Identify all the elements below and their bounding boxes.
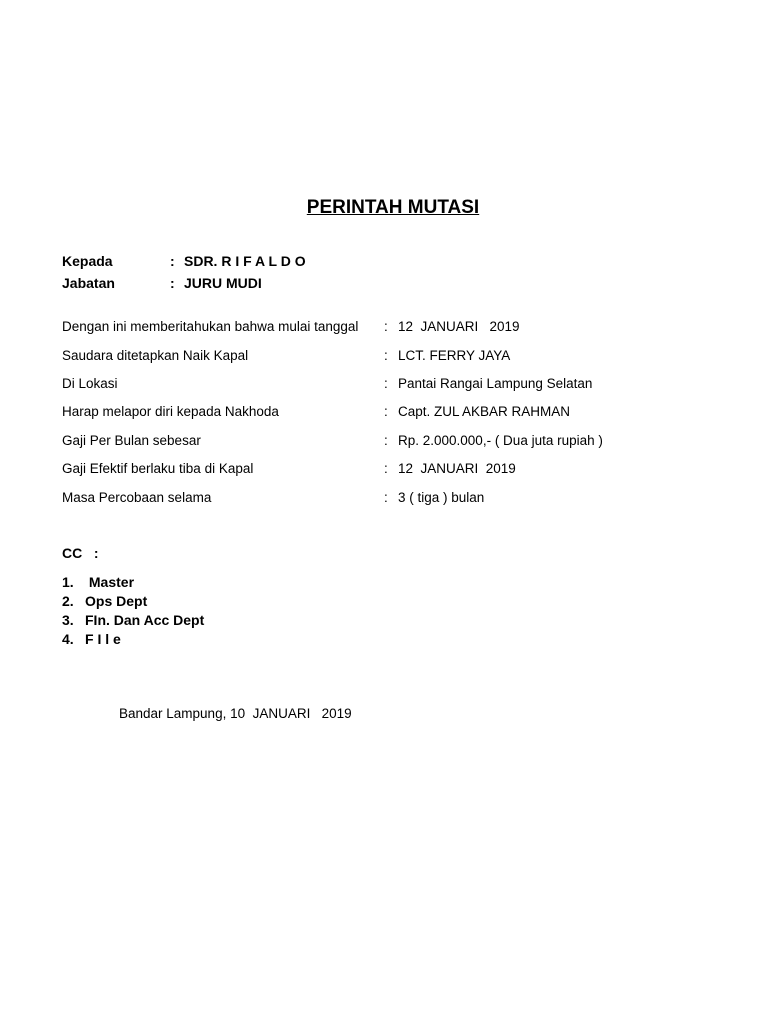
detail-value: 3 ( tiga ) bulan: [398, 490, 485, 505]
detail-label: Gaji Efektif berlaku tiba di Kapal: [62, 461, 254, 476]
header-field-kepada: [62, 253, 306, 269]
cc-item-number: 1.: [62, 574, 74, 590]
detail-colon: :: [384, 490, 388, 505]
cc-item-text: Master: [85, 574, 135, 590]
document-title: PERINTAH MUTASI: [306, 197, 480, 218]
detail-row: [62, 319, 520, 334]
detail-row: [62, 490, 484, 505]
header-field-colon: :: [170, 275, 175, 291]
detail-colon: :: [384, 376, 388, 391]
cc-item-text: F I l e: [85, 631, 121, 647]
header-field-jabatan: [62, 275, 262, 291]
detail-row: [62, 348, 510, 363]
detail-colon: :: [384, 433, 388, 448]
cc-list-item: [62, 574, 134, 590]
detail-label: Harap melapor diri kepada Nakhoda: [62, 404, 279, 419]
detail-colon: :: [384, 461, 388, 476]
cc-item-number: 4.: [62, 631, 74, 647]
detail-row: [62, 376, 592, 391]
detail-value: Capt. ZUL AKBAR RAHMAN: [398, 404, 571, 419]
cc-item-number: 3.: [62, 612, 74, 628]
detail-value: 12 JANUARI 2019: [398, 319, 520, 334]
detail-label: Masa Percobaan selama: [62, 490, 212, 505]
detail-label: Saudara ditetapkan Naik Kapal: [62, 348, 249, 363]
detail-label: Gaji Per Bulan sebesar: [62, 433, 201, 448]
header-field-colon: :: [170, 253, 175, 269]
header-field-label: Kepada: [62, 253, 113, 269]
detail-row: [62, 461, 516, 476]
cc-list-item: [62, 593, 147, 609]
detail-row: [62, 404, 570, 419]
detail-colon: :: [384, 319, 388, 334]
cc-label: CC :: [62, 545, 99, 561]
detail-colon: :: [384, 348, 388, 363]
detail-label: Di Lokasi: [62, 376, 118, 391]
detail-value: Pantai Rangai Lampung Selatan: [398, 376, 593, 391]
detail-row: [62, 433, 603, 448]
detail-label: Dengan ini memberitahukan bahwa mulai tanggal: [62, 319, 359, 334]
cc-list-item: [62, 631, 121, 647]
detail-value: Rp. 2.000.000,- ( Dua juta rupiah ): [398, 433, 603, 448]
header-field-value: JURU MUDI: [184, 275, 262, 291]
cc-item-text: Ops Dept: [85, 593, 148, 609]
cc-item-text: FIn. Dan Acc Dept: [85, 612, 205, 628]
detail-value: 12 JANUARI 2019: [398, 461, 516, 476]
header-field-value: SDR. R I F A L D O: [184, 253, 306, 269]
place-date: Bandar Lampung, 10 JANUARI 2019: [119, 706, 352, 721]
header-field-label: Jabatan: [62, 275, 115, 291]
detail-value: LCT. FERRY JAYA: [398, 348, 511, 363]
cc-list-item: [62, 612, 204, 628]
detail-colon: :: [384, 404, 388, 419]
cc-item-number: 2.: [62, 593, 74, 609]
